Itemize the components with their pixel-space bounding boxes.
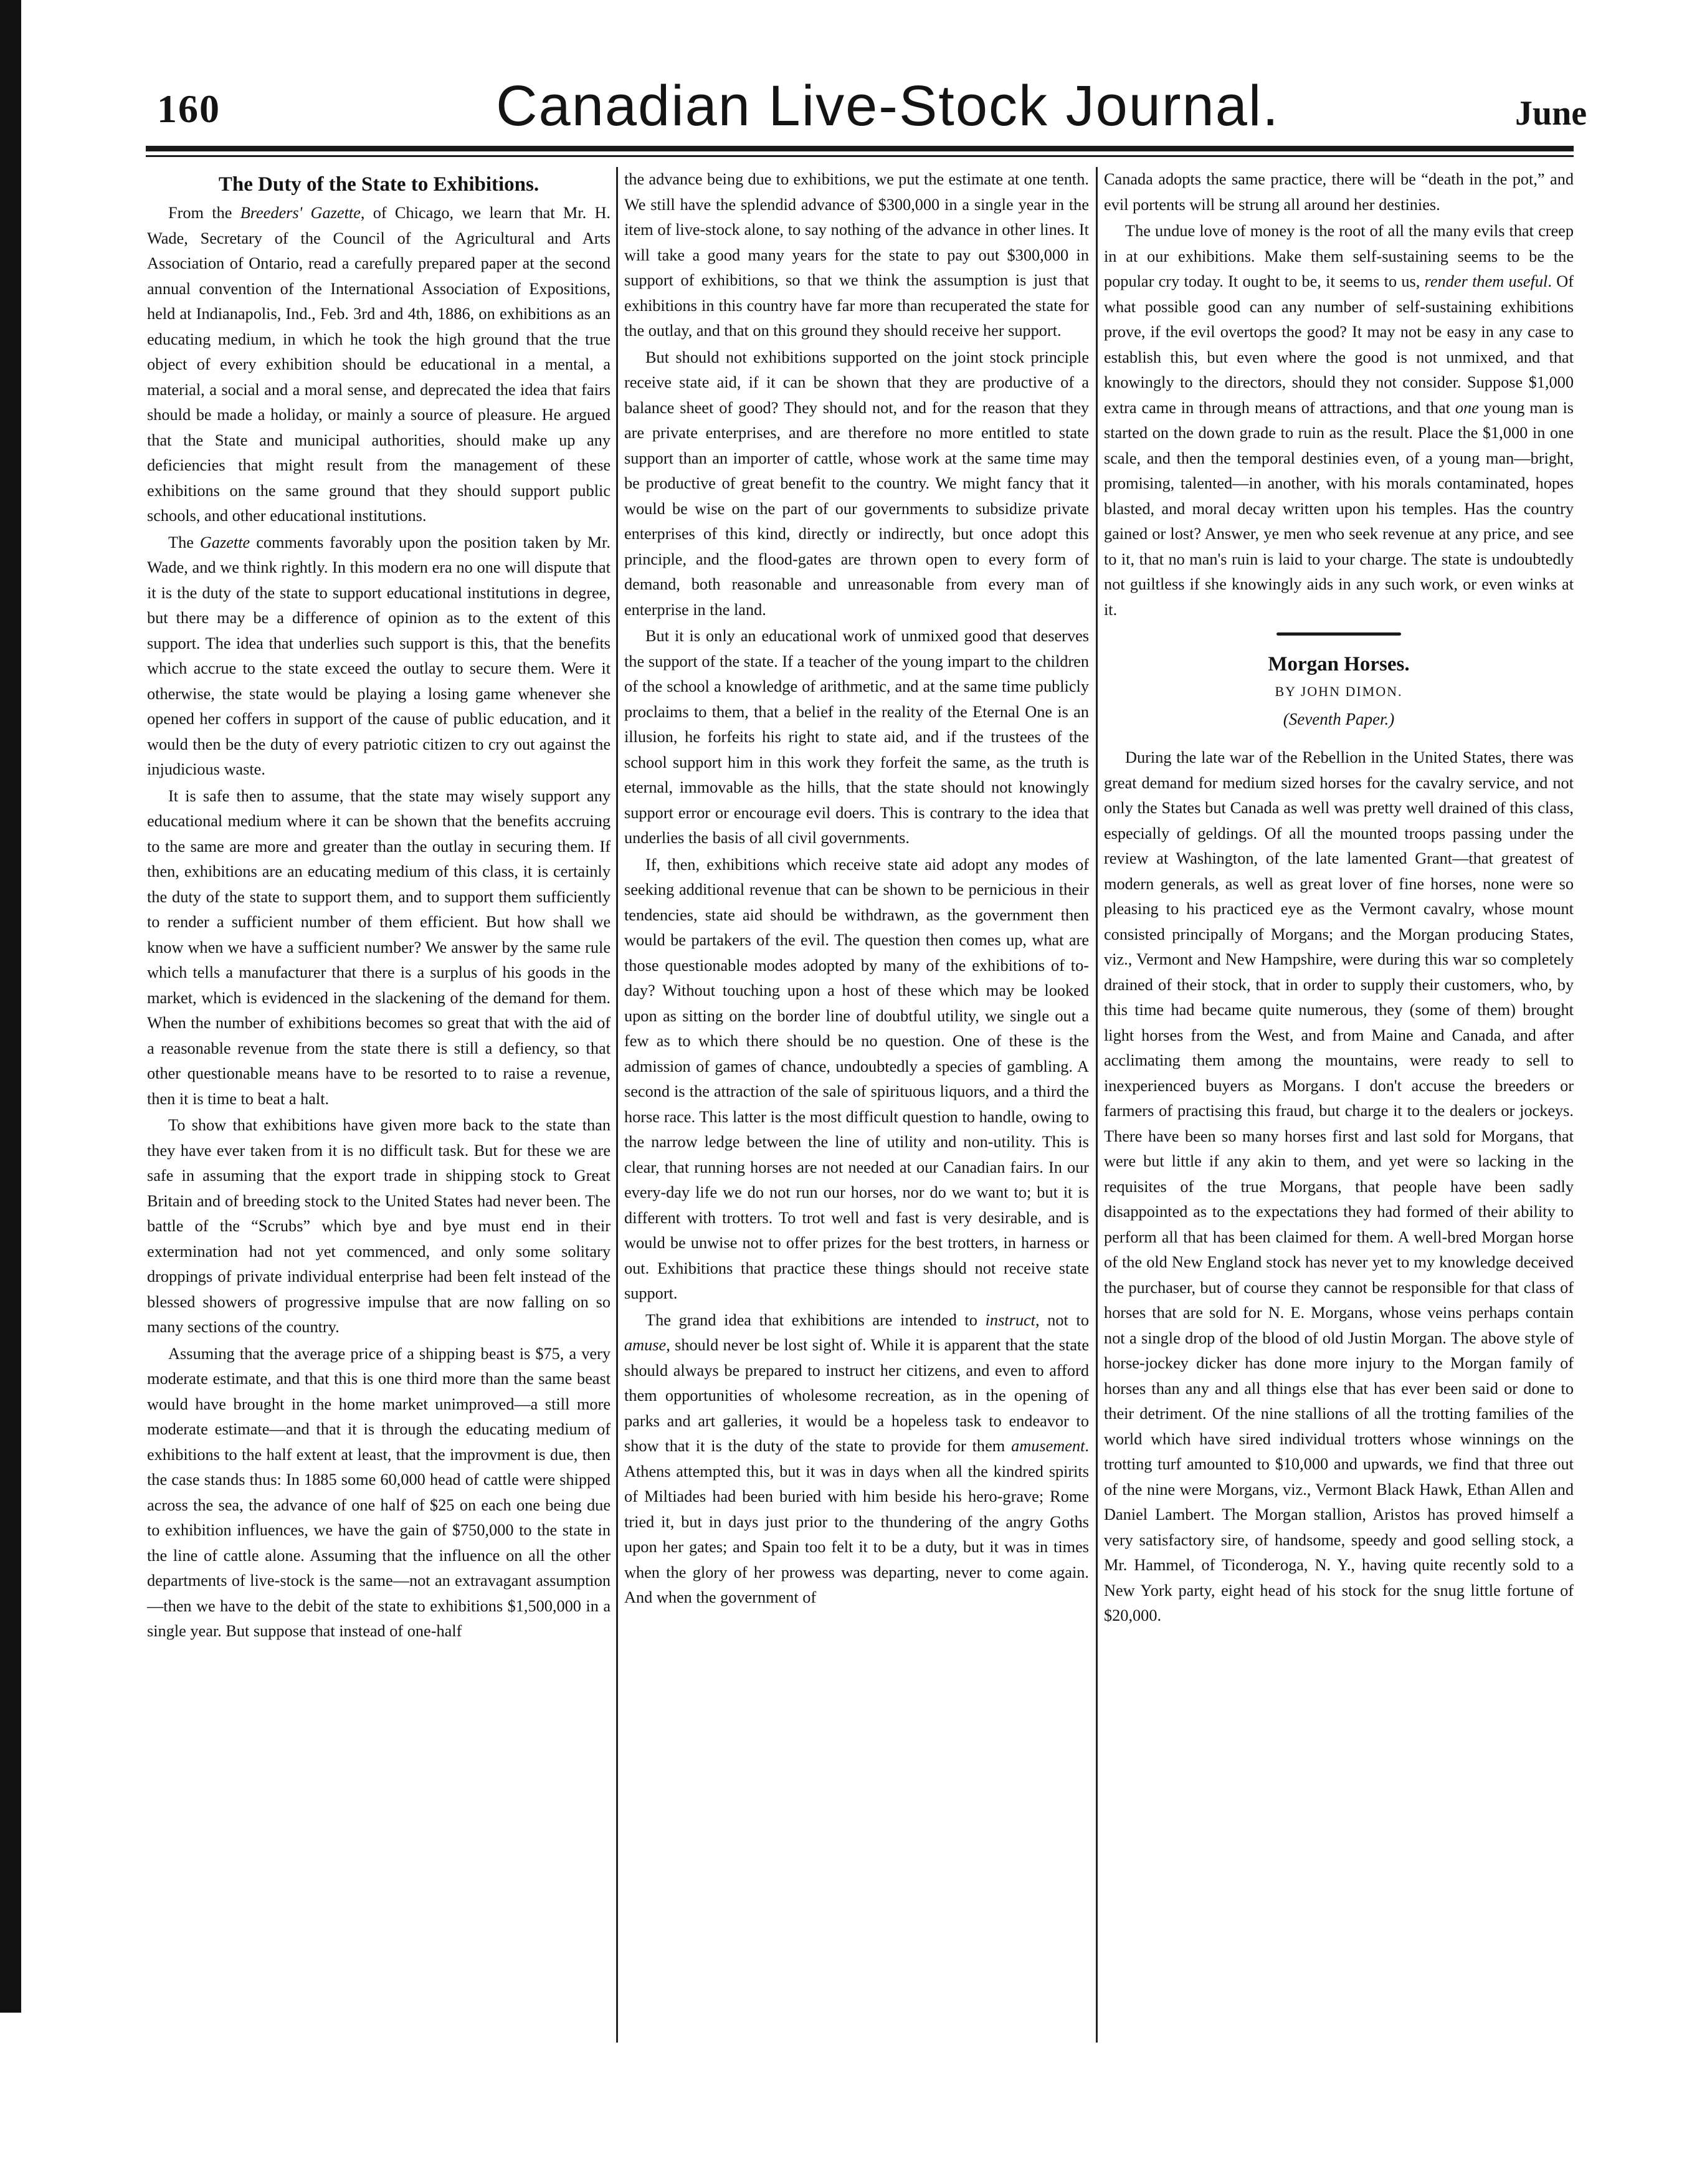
page-binding-edge [0,0,21,2013]
column-rule [616,167,618,2043]
article-paragraph: But should not exhibitions supported on the joint stock principle receive state aid, if it can be shown that they are productive of a balance sheet of good? They should not, and for the reason that they are private enterprises, and are therefore no more entitled to state support than an importer of cattle, whose work at the same time may be productive of great benefit to the country. We might fancy that it would be wise on the part of our governments to subsidize private enterprises of this kind, directly or indirectly, but once adopt this principle, and the flood-gates are thrown open to every form of demand, both reasonable and unreasonable from every man of enterprise in the land. [624,348,1089,619]
article-body-continued [1104,167,1574,622]
article-paragraph: The undue love of money is the root of all the many evils that creep in at our exhibitions. Make them self-sustaining seems to be the popular cry today. It ought to be, it seems to us, render them useful. Of what possible good can any number of self-sustaining exhibitions prove, if the evil overtops the good? It may not be easy in any case to establish this, but even where the good is not unmixed, and that knowingly to the directors, should they not consider. Suppose $1,000 extra came in through means of attractions, and that one young man is started on the down grade to ruin as the result. Place the $1,000 in one scale, and then the temporal destinies even, of a young man—bright, promising, talented—in another, with his morals contaminated, hopes blasted, and moral decay written upon his temples. Has the country gained or lost? Answer, ye men who seek revenue at any price, and see to it, that no man's ruin is laid to your charge. The state is undoubtedly not guiltless if she knowingly aids in any such work, or even winks at it. [1104,222,1574,619]
article-paragraph: To show that exhibitions have given more back to the state than they have ever taken from it is no difficult task. But for these we are safe in assuming that the export trade in shipping stock to Great Britain and of breeding stock to the United States had never been. The battle of the “Scrubs” which bye and bye must end in their extermination had not yet commenced, and only some solitary droppings of private individual enterprise had been felt instead of the blessed showers of progressive impulse that are now falling on so many sections of the country. [147,1116,611,1336]
article-paragraph: Assuming that the average price of a shipping beast is $75, a very moderate estimate, and that this is one third more than the same beast would have brought in the home market unimproved—a still more moderate estimate—and that it is through the educating medium of exhibitions to the half extent at least, that the improvment is due, then the case stands thus: In 1885 some 60,000 head of cattle were shipped across the sea, the advance of one half of $25 on each one being due to exhibition influences, we have the gain of $750,000 to the state in the line of cattle alone. Assuming that the influence on all the other departments of live-stock is the same—not an extravagant assumption—then we have to the debit of the state to exhibitions $1,500,000 in a single year. But suppose that instead of one-half [147,1344,611,1640]
italic-emphasis: Breeders' Gazette [240,204,361,222]
column-1 [147,167,611,1644]
article-paragraph: During the late war of the Rebellion in the United States, there was great demand for medium sized horses for the cavalry service, and not only the States but Canada as well was pretty well drained of this class, especially of geldings. Of all the mounted troops passing under the review at Washington, of the late lamented Grant—that greatest of modern generals, as well as great lover of fine horses, none were so pleasing to his practiced eye as the Vermont cavalry, whose mount consisted principally of Morgans; and the Morgan producing States, viz., Vermont and New Hampshire, were during this war so completely drained of their stock, that in order to supply their customers, who, by this time had became quite numerous, they (some of them) brought light horses from the West, and from Maine and Canada, and after acclimating them among the mountains, were ready to sell to inexperienced buyers as Morgans. I don't accuse the breeders or farmers of practising this fraud, but charge it to the dealers or jockeys. There have been so many horses first and last sold for Morgans, that were but little if any akin to them, and yet were so lacking in the requisites of the true Morgans, that people have been sadly disappointed as to the expectations they had formed of their ability to perform all that has been claimed for them. A well-bred Morgan horse of the old New England stock has never yet to my knowledge deceived the purchaser, but of course they cannot be responsible for that class of horses that are sold for N. E. Morgans, whose veins perhaps contain not a single drop of the blood of old Justin Morgan. The above style of horse-jockey dicker has done more injury to the Morgan family of horses than any and all things else that has ever been said or done to their detriment. Of the nine stallions of all the trotting families of the world which have sired individual trotters whose winnings on the trotting turf amounted to $10,000 and upwards, we find that three out of the nine were Morgans, viz., Vermont Black Hawk, Ethan Allen and Daniel Lambert. The Morgan stallion, Aristos has proved himself a very satisfactory sire, of handsome, speedy and good selling stock, a Mr. Hammel, of Ticonderoga, N. Y., having quite recently sold to a New York party, eight head of his stock for the snug little fortune of $20,000. [1104,748,1574,1624]
column-3 [1104,167,1574,1629]
journal-title: Canadian Live-Stock Journal. [496,74,1280,138]
article-title-duty-of-state: The Duty of the State to Exhibitions. [218,173,540,196]
article-subtitle: (Seventh Paper.) [1283,710,1395,728]
italic-emphasis: render them useful [1424,272,1548,290]
article-paragraph: But it is only an educational work of unmixed good that deserves the support of the state. If a teacher of the young impart to the children of the school a knowledge of arithmetic, and at the same time publicly proclaims to them, that a belief in the reality of the Eternal One is an illusion, he forfeits his right to state aid, and if the trustees of the school support him in this work they forfeit the same, as the truth is eternal, immovable as the hills, that the state should not knowingly support error or encourage evil doers. This is contrary to the idea that underlies the basis of all civil governments. [624,627,1089,847]
column-rule [1096,167,1098,2043]
article-paragraph: Canada adopts the same practice, there will be “death in the pot,” and evil portents will be strung all around her destinies. [1104,170,1574,214]
italic-emphasis: instruct [985,1310,1035,1329]
article-separator [1276,632,1401,636]
italic-emphasis: one [1455,398,1479,417]
issue-month: June [1515,94,1587,133]
article-paragraph: It is safe then to assume, that the state may wisely support any educational medium where it can be shown that the benefits accruing to the same are more and greater than the outlay in securing them. If then, exhibitions are an educating medium of this class, it is certainly the duty of the state to support them, and to support them sufficiently to render a sufficient number of them efficient. But how shall we know when we have a sufficient number? We answer by the same rule which tells a manufacturer that there is a surplus of his goods in the market, which is evidenced in the slackening of the demand for them. When the number of exhibitions becomes so great that with the aid of a reasonable revenue from the state there is still a defiency, so that other questionable means have to be resorted to to raise a revenue, then it is time to beat a halt. [147,786,611,1108]
italic-emphasis: amusement [1011,1437,1085,1455]
italic-emphasis: Gazette [199,533,250,551]
article-byline: BY JOHN DIMON. [1275,684,1403,699]
article-paragraph: The grand idea that exhibitions are intended to instruct, not to amuse, should never be lost sight of. While it is apparent that the state should always be prepared to instruct her citizens, and even to afford them opportunities of wholesome recreation, as in the opening of parks and art galleries, it would be a hopeless task to endeavor to show that it is the duty of the state to provide for them amusement. Athens attempted this, but it was in days when all the kindred spirits of Miltiades had been buried with him beside his hero-grave; Rome tried it, but in days just prior to the thundering of the angry Goths upon her gates; and Spain too felt it to be a duty, but it was in times when the glory of her prowess was departing, never to come again. And when the government of [624,1310,1090,1606]
header-rule [146,146,1574,151]
header-rule-thin [146,155,1574,157]
article-paragraph: the advance being due to exhibitions, we put the estimate at one tenth. We still have the splendid advance of $300,000 in a single year in the item of live-stock alone, to say nothing of the advance in other lines. It will take a good many years for the state to pay out $300,000 in support of exhibitions, so that we think the assumption is just that exhibitions in this country have far more than recuperated the state for the outlay, and that on this ground they should receive her support. [624,170,1089,340]
article-paragraph: From the Breeders' Gazette, of Chicago, we learn that Mr. H. Wade, Secretary of the Council of the Agricultural and Arts Association of Ontario, read a carefully prepared paper at the second annual convention of the International Association of Expositions, held at Indianapolis, Ind., Feb. 3rd and 4th, 1886, on exhibitions as an educating medium, in which he took the high ground that the true object of every exhibition should be educational in a mental, a material, a social and a moral sense, and deprecated the idea that fairs should be made a holiday, or mainly a source of pleasure. He argued that the State and municipal authorities, should make up any deficiencies that might result from the management of these exhibitions on the same ground that they should support public schools, and other educational institutions. [147,204,611,525]
page-number: 160 [157,87,221,131]
article-title-morgan-horses: Morgan Horses. [1268,653,1410,675]
article-body-continued [624,167,1089,1611]
article-paragraph: The Gazette comments favorably upon the position taken by Mr. Wade, and we think rightly. In this modern era no one will dispute that it is the duty of the state to support educational institutions in degree, but there may be a difference of opinion as to the extent of this support. The idea that underlies such support is this, that the benefits which accrue to the state exceed the outlay to secure them. Were it otherwise, the state would be playing a losing game whenever she opened her coffers in support of the cause of public education, and it would then be the duty of every patriotic citizen to cry out against the injudicious waste. [147,533,611,778]
article-body [147,201,611,1644]
article-body [1104,745,1574,1629]
italic-emphasis: amuse [624,1336,667,1354]
column-2 [624,167,1089,1611]
article-paragraph: If, then, exhibitions which receive state aid adopt any modes of seeking additional revenue that can be shown to be pernicious in their tendencies, state aid should be withdrawn, as the government then would be partakers of the evil. The question then comes up, what are those questionable modes adopted by many of the exhibitions of to-day? Without touching upon a host of these which may be looked upon as sitting on the border line of doubtful utility, we single out a few as to which there should be no question. One of these is the admission of games of chance, undoubtedly a species of gambling. A second is the attraction of the sale of spirituous liquors, and a third the horse race. This latter is the most difficult question to handle, owing to the narrow ledge between the line of utility and non-utility. This is clear, that running horses are not needed at our Canadian fairs. In our every-day life we do not run our horses, nor do we want to; but it is different with trotters. To trot well and fast is very desirable, and is would be unwise not to offer prizes for the best trotters, in harness or out. Exhibitions that practice these things should not receive state support. [624,855,1089,1302]
